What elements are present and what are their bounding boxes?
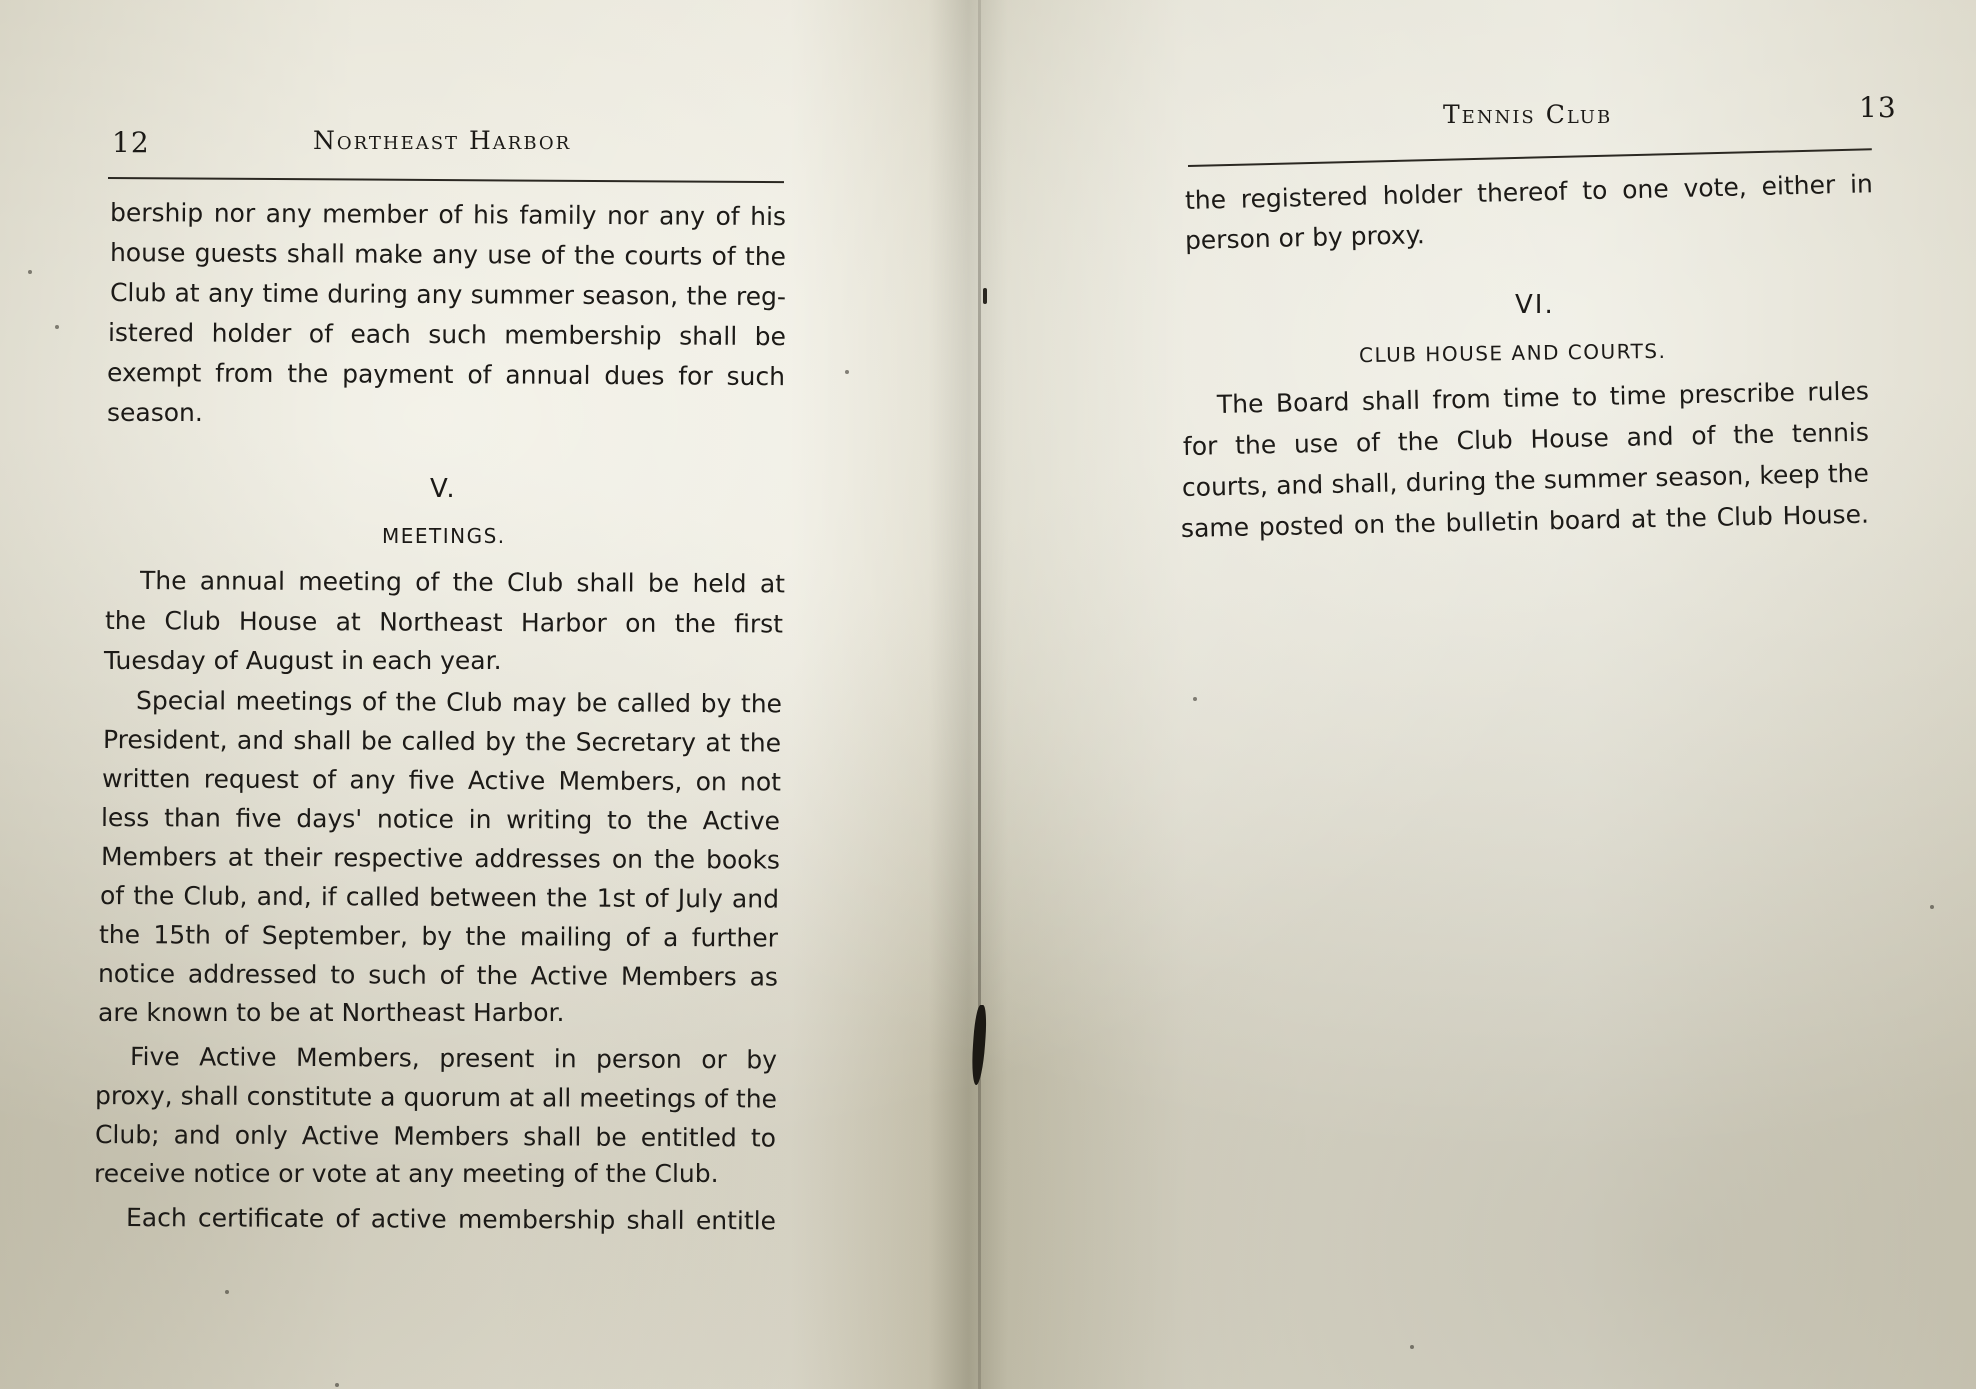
paper-speck — [1410, 1345, 1414, 1349]
section-numeral-v: V. — [430, 474, 457, 504]
right-page-number: 13 — [1859, 91, 1897, 124]
section-numeral-vi: VI. — [1515, 290, 1555, 320]
paper-speck — [1930, 905, 1934, 909]
section-heading-club-house: CLUB HOUSE AND COURTS. — [1358, 338, 1667, 368]
paper-speck — [335, 1383, 339, 1387]
meetings-line: The annual meeting of the Club shall be held at — [139, 566, 786, 599]
right-continued-line: the registered holder thereof to one vote, either in — [1184, 169, 1874, 215]
right-header-rule — [1188, 148, 1872, 167]
left-continued-line: house guests shall make any use of the courts of the — [109, 238, 787, 272]
left-page-number: 12 — [112, 126, 150, 159]
club-house-line: for the use of the Club House and of the tennis — [1182, 417, 1870, 461]
meetings-line: President, and shall be called by the Secretary at the — [102, 725, 782, 758]
left-running-head: Northeast Harbor — [313, 126, 572, 155]
meetings-line: Each certificate of active membership shall entitle — [125, 1203, 777, 1236]
left-page — [0, 0, 975, 1389]
paper-speck — [55, 325, 59, 329]
meetings-line: Tuesday of August in each year. — [104, 646, 502, 675]
club-house-line: courts, and shall, during the summer season, keep the — [1181, 458, 1870, 502]
paper-speck — [225, 1290, 229, 1294]
meetings-line: Members at their respective addresses on the books — [100, 842, 781, 875]
club-house-line: same posted on the bulletin board at the Club House. — [1180, 499, 1870, 543]
left-header-rule — [108, 177, 784, 183]
left-continued-line: season. — [107, 398, 203, 427]
meetings-line: Special meetings of the Club may be called by the — [135, 686, 783, 719]
left-continued-line: Club at any time during any summer season, the reg- — [109, 278, 787, 312]
section-heading-meetings: MEETINGS. — [382, 524, 506, 548]
meetings-line: the 15th of September, by the mailing of a further — [98, 920, 779, 953]
meetings-line: written request of any five Active Members, on not — [101, 764, 782, 797]
left-continued-line: exempt from the payment of annual dues for such — [106, 358, 786, 392]
right-running-head: Tennis Club — [1443, 100, 1613, 129]
meetings-line: the Club House at Northeast Harbor on the first — [104, 606, 784, 639]
right-page — [985, 0, 1976, 1389]
club-house-line: The Board shall from time to time prescribe rules — [1216, 376, 1870, 419]
paper-speck — [1193, 697, 1197, 701]
paper-speck — [845, 370, 849, 374]
meetings-line: Club; and only Active Members shall be entitled to — [94, 1120, 777, 1153]
meetings-line: of the Club, and, if called between the 1st of July and — [99, 881, 780, 914]
book-gutter — [978, 0, 981, 1389]
meetings-line: less than five days' notice in writing to the Active — [100, 803, 781, 836]
meetings-line: Five Active Members, present in person or by — [129, 1042, 778, 1075]
right-continued-line: person or by proxy. — [1184, 220, 1426, 255]
meetings-line: proxy, shall constitute a quorum at all meetings of the — [94, 1081, 778, 1114]
left-continued-line: bership nor any member of his family nor any of his — [109, 198, 787, 232]
left-continued-line: istered holder of each such membership shall be — [107, 318, 787, 352]
meetings-line: receive notice or vote at any meeting of the Club. — [94, 1159, 719, 1188]
meetings-line: notice addressed to such of the Active Members as — [97, 959, 779, 992]
meetings-line: are known to be at Northeast Harbor. — [98, 998, 565, 1027]
paper-speck — [28, 270, 32, 274]
